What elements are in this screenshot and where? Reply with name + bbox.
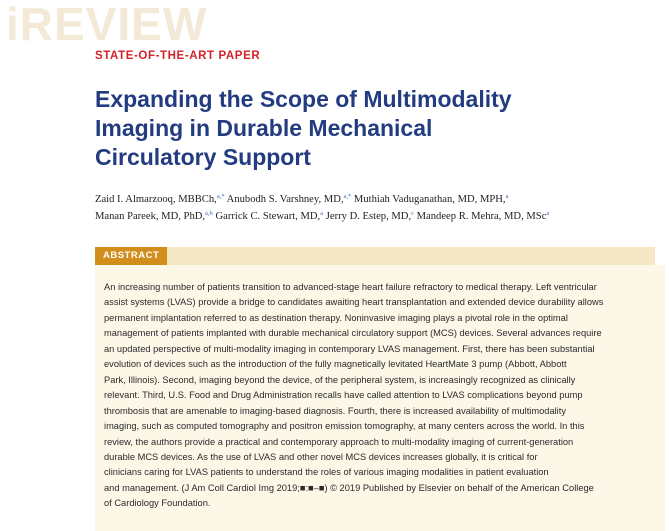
author-name: Mandeep R. Mehra, MD, MSc xyxy=(416,211,547,222)
abstract-label: ABSTRACT xyxy=(95,247,167,265)
abstract-line: relevant. Third, U.S. Food and Drug Administration recalls have called attention to LVAS complications beyond pump xyxy=(104,390,583,401)
abstract-line: An increasing number of patients transition to advanced-stage heart failure refractory to medical therapy. Left ventricular xyxy=(104,282,597,292)
author-list xyxy=(95,191,655,225)
title-line: Circulatory Support xyxy=(95,144,311,170)
review-watermark: iREVIEW xyxy=(6,0,208,50)
author-name: Anubodh S. Varshney, MD, xyxy=(226,194,344,205)
abstract-header-bar xyxy=(95,247,655,265)
author-name: Zaid I. Almarzooq, MBBCh, xyxy=(95,194,217,205)
abstract-line: management of patients implanted with durable mechanical circulatory support (MCS) devices. Several advances require xyxy=(104,328,602,339)
author-affiliation[interactable]: a xyxy=(546,210,550,217)
abstract-line: of Cardiology Foundation. xyxy=(104,498,211,509)
abstract-line: durable MCS devices. As the use of LVAS and other novel MCS devices increases globally, it is critical for xyxy=(104,451,538,462)
abstract-line: an updated perspective of multi-modality imaging in contemporary LVAS management. First, there has been substantial xyxy=(104,343,595,354)
abstract-line: assist systems (LVAS) provide a bridge to candidates awaiting heart transplantation and extended device durability allows xyxy=(104,297,604,308)
author-affiliation[interactable]: c xyxy=(411,210,414,217)
abstract-line: thrombosis that are amenable to imaging-based diagnosis. Fourth, there is increased availability of multimodality xyxy=(104,405,566,416)
author-affiliation[interactable]: a xyxy=(320,210,324,217)
abstract-line: clinicians caring for LVAS patients to understand the roles of various imaging modalities in patient evaluation xyxy=(104,467,549,478)
author-name: Garrick C. Stewart, MD, xyxy=(215,211,321,222)
title-line: Expanding the Scope of Multimodality xyxy=(95,86,512,112)
author-name: Manan Pareek, MD, PhD, xyxy=(95,211,206,222)
abstract-line: permanent implantation referred to as destination therapy. Noninvasive imaging plays a pivotal role in the optimal xyxy=(104,312,568,323)
abstract-line: Park, Illinois). Second, imaging beyond the device, of the peripheral system, is increasingly recognized as clinically xyxy=(104,374,576,385)
abstract-line: imaging, such as computed tomography and positron emission tomography, at many centers across the world. In this xyxy=(104,421,585,432)
author-name: Jerry D. Estep, MD, xyxy=(325,211,412,222)
title-line: Imaging in Durable Mechanical xyxy=(95,115,433,141)
author-affiliation[interactable]: a,* xyxy=(343,193,352,200)
author-line xyxy=(95,191,655,208)
abstract-line: review, the authors provide a practical and contemporary approach to multi-modality imaging of current-generation xyxy=(104,436,574,447)
author-affiliation[interactable]: a,* xyxy=(216,193,225,200)
abstract-line: and management. (J Am Coll Cardiol Img 2019;■:■–■) © 2019 Published by Elsevier on behalf of the American College xyxy=(104,482,594,493)
abstract-line: evolution of devices such as the introduction of the fully magnetically levitated HeartMate 3 pump (Abbott, Abbott xyxy=(104,359,567,370)
article-type-label: STATE-OF-THE-ART PAPER xyxy=(95,50,261,62)
author-name: Muthiah Vaduganathan, MD, MPH, xyxy=(353,194,506,205)
author-line xyxy=(95,208,655,225)
author-affiliation[interactable]: a,b xyxy=(205,210,213,217)
article-title xyxy=(95,85,615,172)
abstract-text xyxy=(104,280,649,512)
author-affiliation[interactable]: a xyxy=(505,193,509,200)
